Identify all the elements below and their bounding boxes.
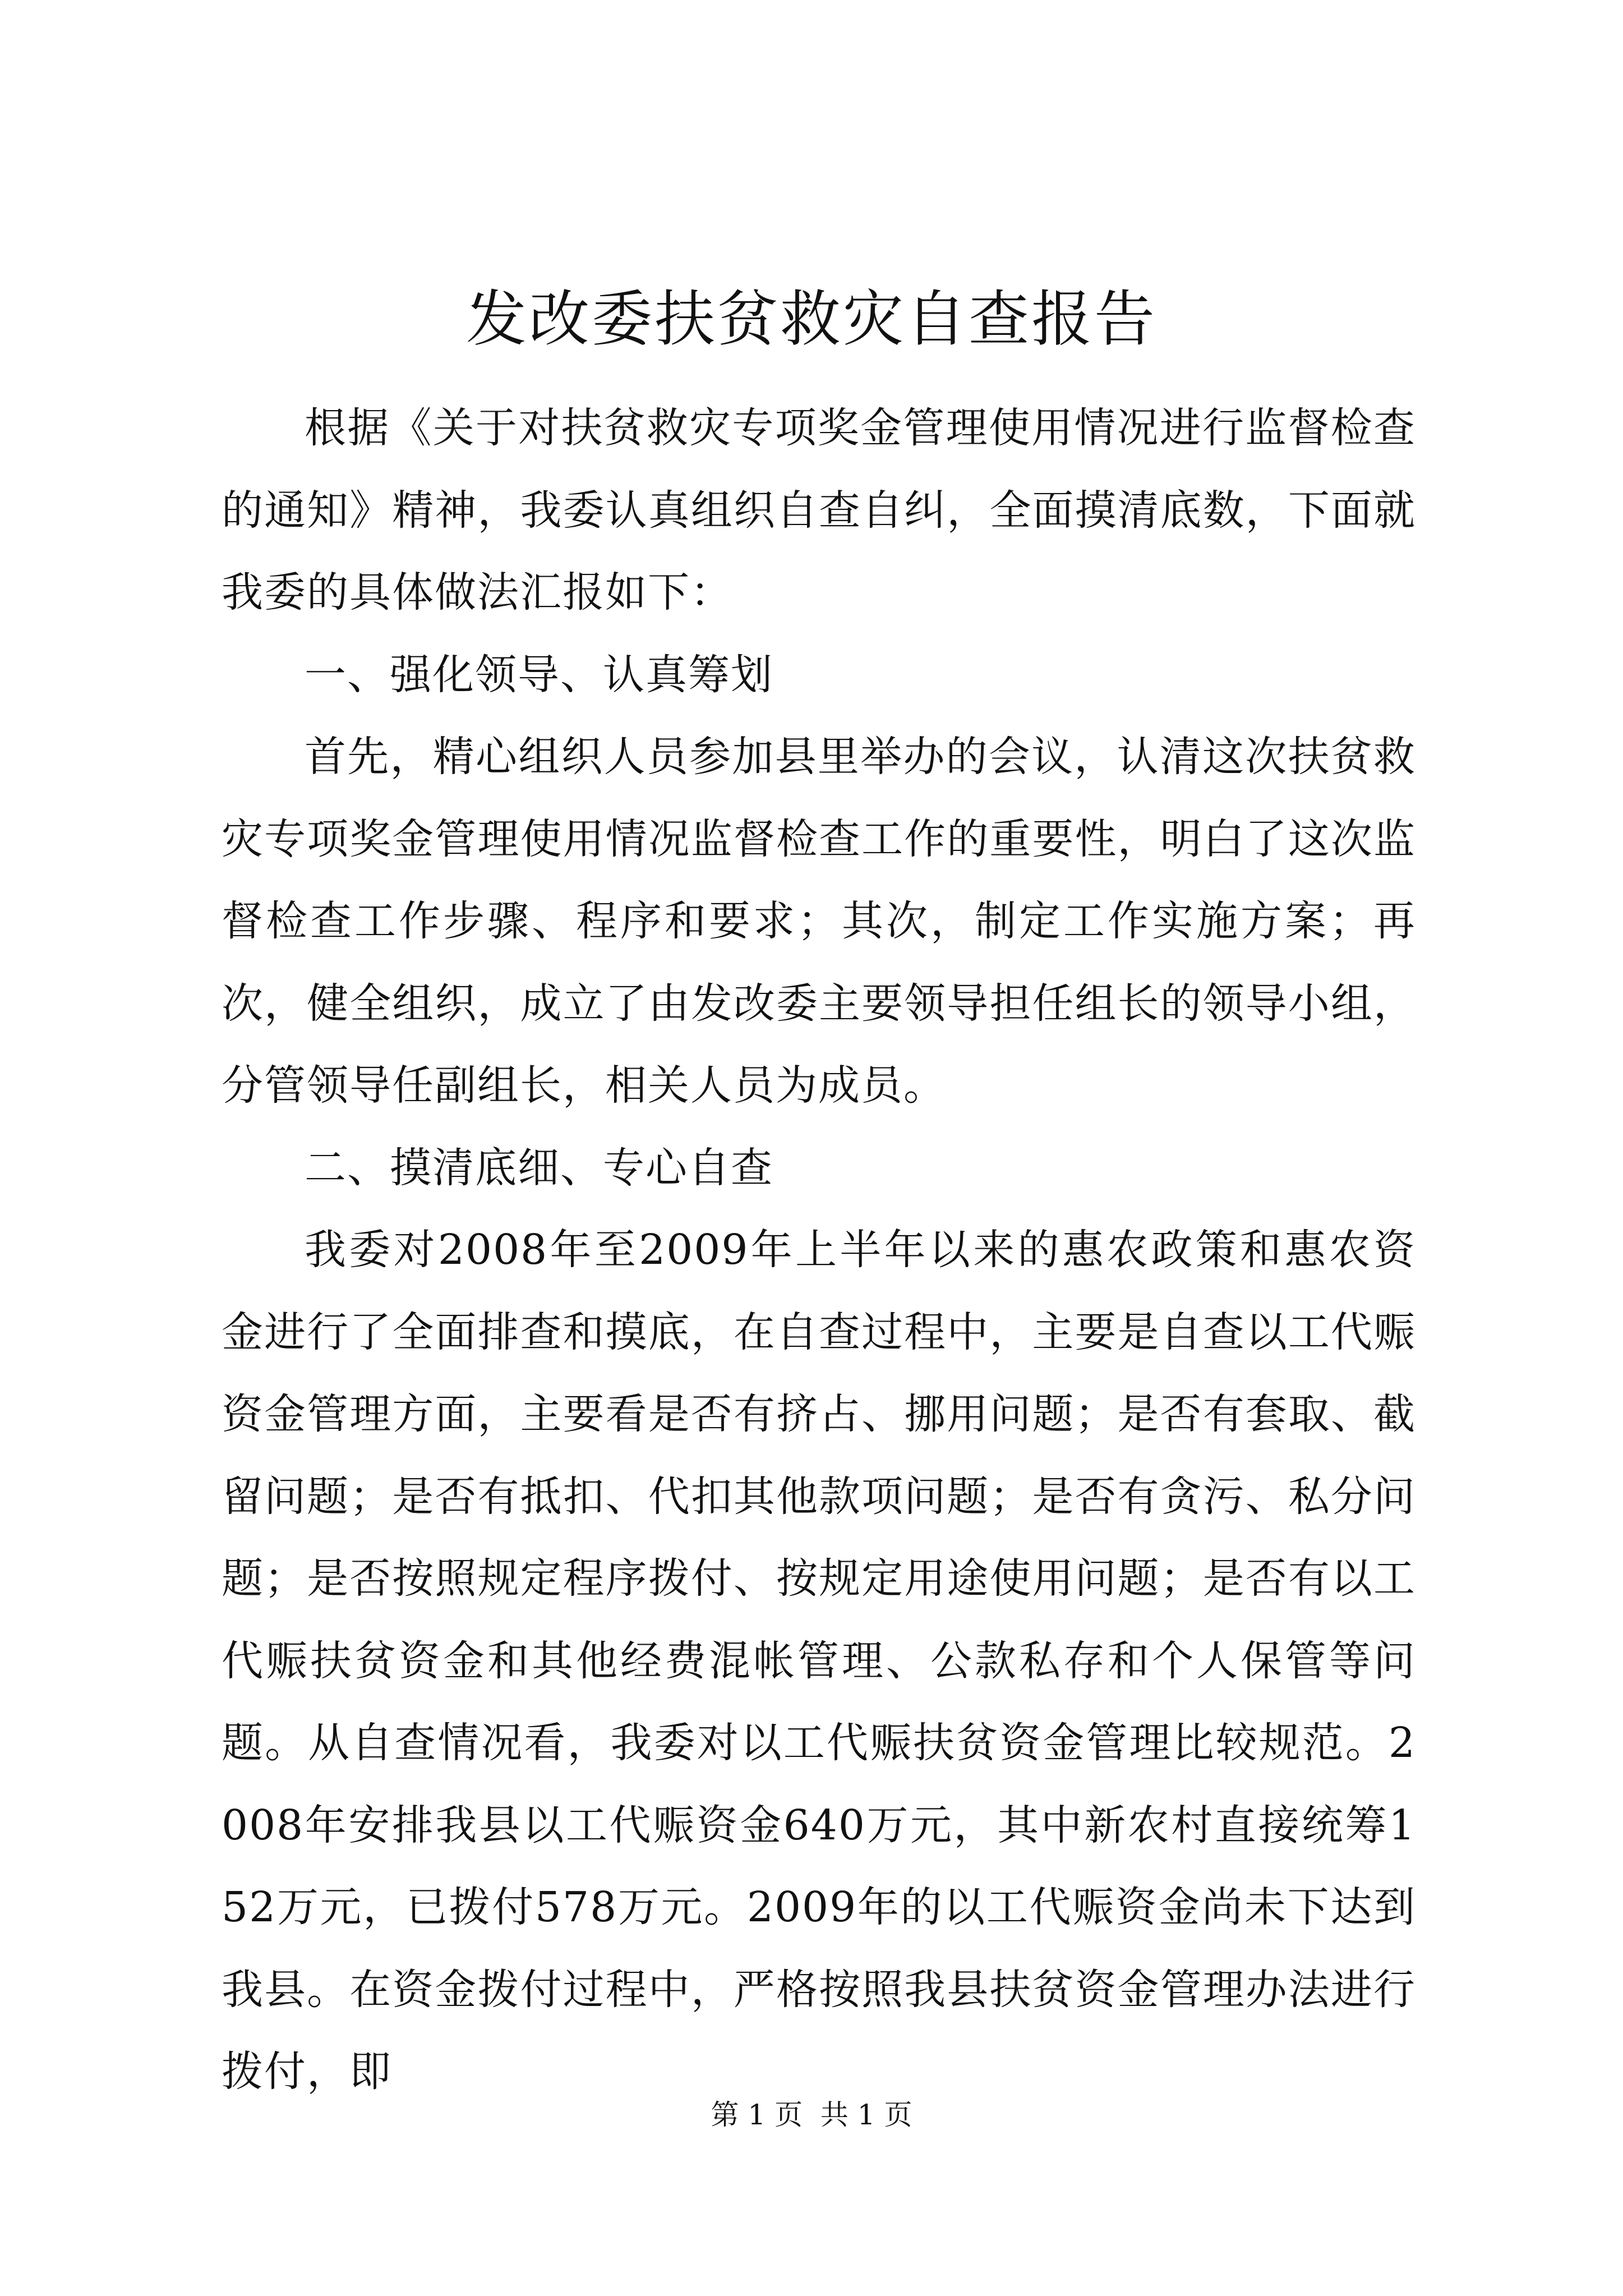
- section-heading-1: 一、强化领导、认真筹划: [305, 650, 773, 699]
- page-footer: [0, 2095, 1623, 2134]
- section-heading-2: 二、摸清底细、专心自查: [305, 1143, 773, 1192]
- section-2-paragraph: 我委对2008年至2009年上半年以来的惠农政策和惠农资金进行了全面排查和摸底，在自查过程中，主要是自查以工代赈资金管理方面，主要看是否有挤占、挪用问题；是否有套取、截留问题；是否有抵扣、代扣其他款项问题；是否有贪污、私分问题；是否按照规定程序拨付、按规定用途使用问题；是否有以工代赈扶贫资金和其他经费混帐管理、公款私存和个人保管等问题。从自查情况看，我委对以工代赈扶贫资金管理比较规范。2008年安排我县以工代赈资金640万元，其中新农村直接统筹152万元，已拨付578万元。2009年的以工代赈资金尚未下达到我县。在资金拨付过程中，严格按照我县扶贫资金管理办法进行拨付，即: [222, 1226, 1416, 2096]
- document-title: 发改委扶贫救灾自查报告: [465, 284, 1157, 355]
- page-number: 第 1 页 共 1 页: [711, 2099, 912, 2131]
- section-1-paragraph: 首先，精心组织人员参加县里举办的会议，认清这次扶贫救灾专项奖金管理使用情况监督检查工作的重要性，明白了这次监督检查工作步骤、程序和要求；其次，制定工作实施方案；再次，健全组织，成立了由发改委主要领导担任组长的领导小组，分管领导任副组长，相关人员为成员。: [222, 733, 1416, 1110]
- document-body: [222, 387, 1416, 2113]
- intro-paragraph: 根据《关于对扶贫救灾专项奖金管理使用情况进行监督检查的通知》精神，我委认真组织自查自纠，全面摸清底数，下面就我委的具体做法汇报如下：: [222, 404, 1416, 616]
